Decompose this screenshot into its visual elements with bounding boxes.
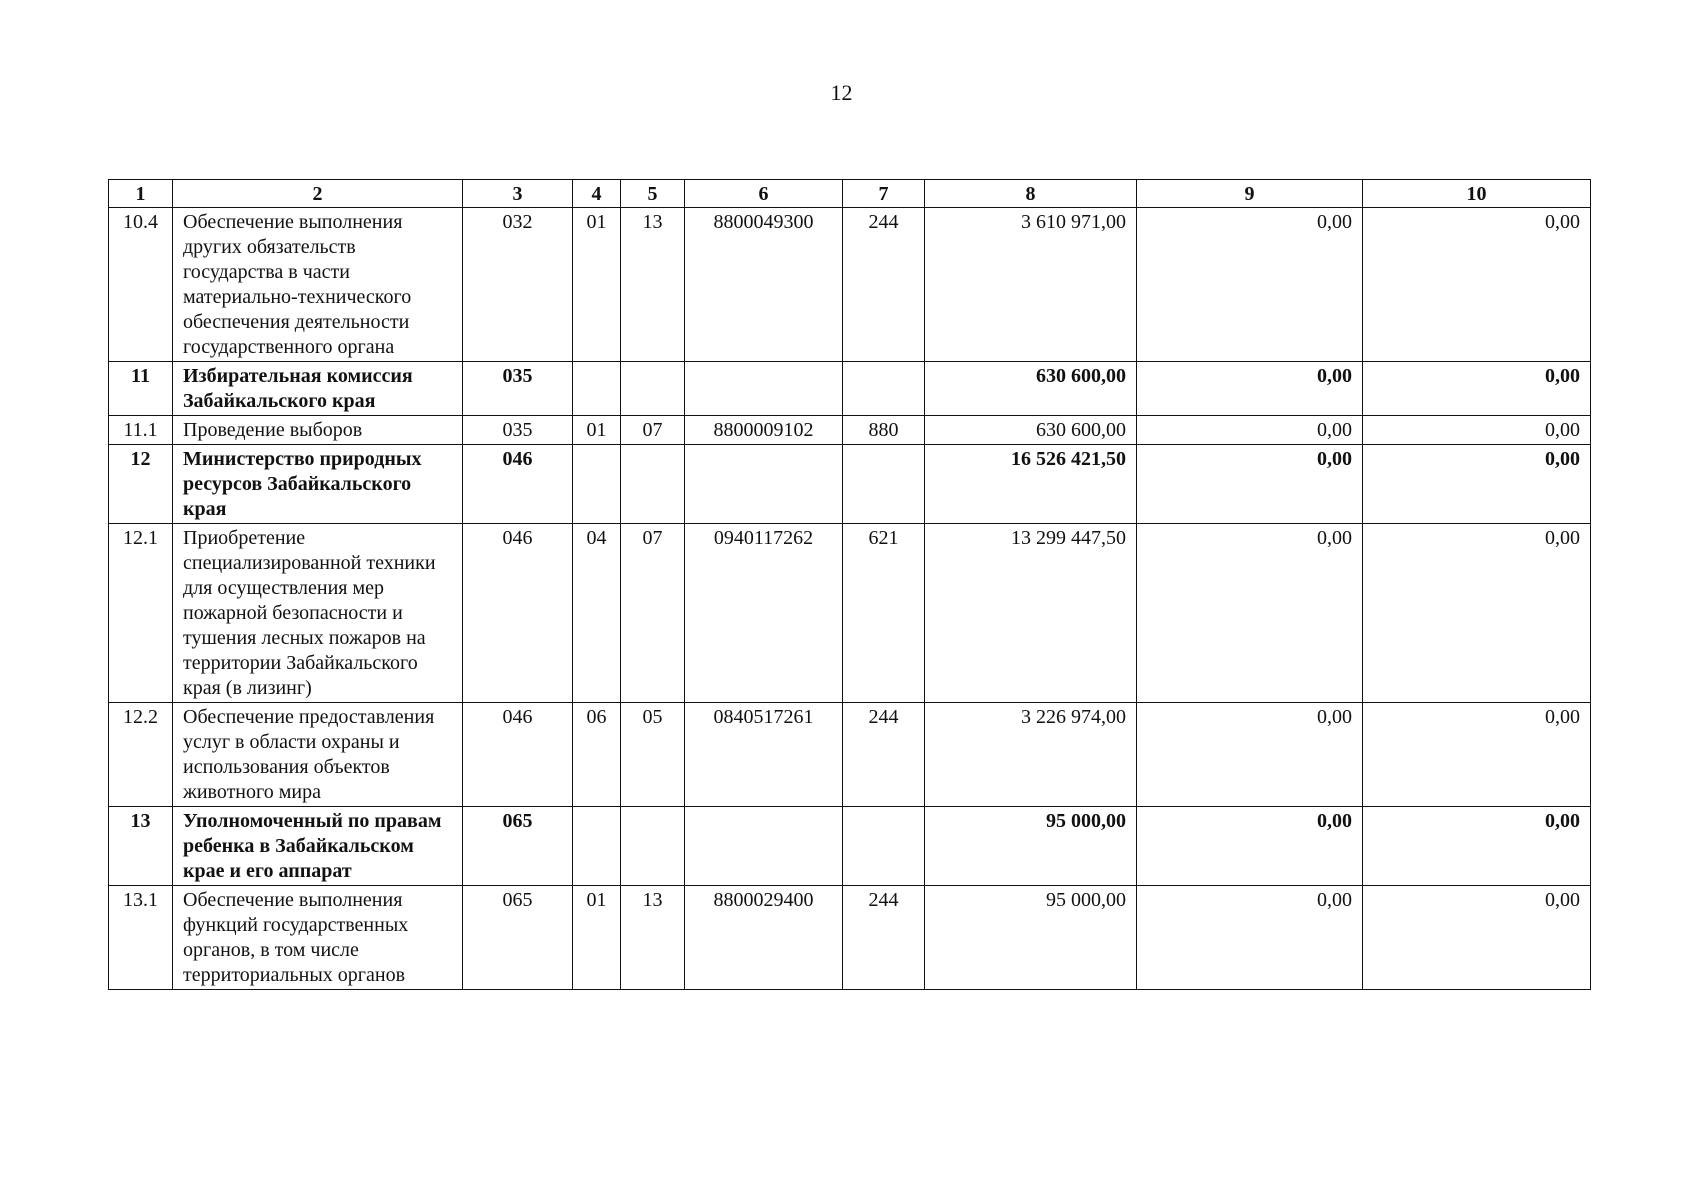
target-code-cell: 0940117262 (685, 524, 843, 703)
amount-cell: 630 600,00 (925, 416, 1137, 445)
amount-cell: 0,00 (1363, 416, 1591, 445)
amount-cell: 630 600,00 (925, 362, 1137, 416)
header-cell: 7 (843, 180, 925, 208)
row-number-cell: 12 (109, 445, 173, 524)
amount-cell: 0,00 (1363, 445, 1591, 524)
amount-cell: 0,00 (1363, 524, 1591, 703)
ministry-code-cell: 035 (463, 416, 573, 445)
table-row (109, 362, 1591, 416)
target-code-cell: 8800049300 (685, 208, 843, 362)
header-cell: 10 (1363, 180, 1591, 208)
row-name-cell: Приобретение специализированной техники для осуществления мер пожарной безопасности и тушения лесных пожаров на территории Забайкальского края (в лизинг) (173, 524, 463, 703)
section-code-cell (573, 362, 621, 416)
amount-cell: 0,00 (1137, 208, 1363, 362)
amount-cell: 0,00 (1363, 208, 1591, 362)
expense-type-cell: 880 (843, 416, 925, 445)
expense-type-cell: 244 (843, 703, 925, 807)
subsection-code-cell (621, 445, 685, 524)
header-cell: 8 (925, 180, 1137, 208)
row-number-cell: 12.1 (109, 524, 173, 703)
subsection-code-cell: 05 (621, 703, 685, 807)
header-cell: 4 (573, 180, 621, 208)
amount-cell: 0,00 (1363, 362, 1591, 416)
budget-table (108, 179, 1591, 990)
subsection-code-cell: 13 (621, 208, 685, 362)
amount-cell: 0,00 (1137, 416, 1363, 445)
target-code-cell (685, 445, 843, 524)
row-name-cell: Обеспечение предоставления услуг в области охраны и использования объектов животного мира (173, 703, 463, 807)
subsection-code-cell: 07 (621, 524, 685, 703)
ministry-code-cell: 032 (463, 208, 573, 362)
section-code-cell: 01 (573, 208, 621, 362)
ministry-code-cell: 046 (463, 703, 573, 807)
amount-cell: 0,00 (1137, 362, 1363, 416)
row-number-cell: 10.4 (109, 208, 173, 362)
table-row (109, 524, 1591, 703)
target-code-cell: 8800009102 (685, 416, 843, 445)
header-cell: 9 (1137, 180, 1363, 208)
expense-type-cell (843, 445, 925, 524)
row-name-cell: Обеспечение выполнения функций государственных органов, в том числе территориальных органов (173, 886, 463, 990)
table-row (109, 886, 1591, 990)
amount-cell: 0,00 (1137, 703, 1363, 807)
expense-type-cell (843, 362, 925, 416)
amount-cell: 3 610 971,00 (925, 208, 1137, 362)
target-code-cell: 8800029400 (685, 886, 843, 990)
ministry-code-cell: 065 (463, 886, 573, 990)
header-row (109, 180, 1591, 208)
amount-cell: 0,00 (1363, 886, 1591, 990)
section-code-cell (573, 445, 621, 524)
ministry-code-cell: 046 (463, 524, 573, 703)
amount-cell: 0,00 (1363, 703, 1591, 807)
amount-cell: 95 000,00 (925, 807, 1137, 886)
table-row (109, 445, 1591, 524)
amount-cell: 0,00 (1363, 807, 1591, 886)
amount-cell: 95 000,00 (925, 886, 1137, 990)
row-number-cell: 12.2 (109, 703, 173, 807)
header-cell: 3 (463, 180, 573, 208)
table-row (109, 208, 1591, 362)
amount-cell: 0,00 (1137, 886, 1363, 990)
target-code-cell (685, 807, 843, 886)
ministry-code-cell: 065 (463, 807, 573, 886)
target-code-cell (685, 362, 843, 416)
row-number-cell: 13 (109, 807, 173, 886)
row-name-cell: Проведение выборов (173, 416, 463, 445)
section-code-cell (573, 807, 621, 886)
table-row (109, 807, 1591, 886)
page-number: 12 (830, 80, 853, 105)
amount-cell: 0,00 (1137, 524, 1363, 703)
row-name-cell: Обеспечение выполнения других обязательств государства в части материально-технического обеспечения деятельности государственного органа (173, 208, 463, 362)
table-row (109, 703, 1591, 807)
row-number-cell: 11.1 (109, 416, 173, 445)
subsection-code-cell (621, 362, 685, 416)
header-cell: 2 (173, 180, 463, 208)
row-name-cell: Министерство природных ресурсов Забайкальского края (173, 445, 463, 524)
target-code-cell: 0840517261 (685, 703, 843, 807)
subsection-code-cell (621, 807, 685, 886)
ministry-code-cell: 035 (463, 362, 573, 416)
row-number-cell: 13.1 (109, 886, 173, 990)
subsection-code-cell: 13 (621, 886, 685, 990)
amount-cell: 3 226 974,00 (925, 703, 1137, 807)
subsection-code-cell: 07 (621, 416, 685, 445)
section-code-cell: 04 (573, 524, 621, 703)
row-name-cell: Уполномоченный по правам ребенка в Забайкальском крае и его аппарат (173, 807, 463, 886)
row-number-cell: 11 (109, 362, 173, 416)
amount-cell: 13 299 447,50 (925, 524, 1137, 703)
amount-cell: 0,00 (1137, 807, 1363, 886)
amount-cell: 16 526 421,50 (925, 445, 1137, 524)
row-name-cell: Избирательная комиссия Забайкальского края (173, 362, 463, 416)
expense-type-cell: 244 (843, 208, 925, 362)
header-cell: 5 (621, 180, 685, 208)
amount-cell: 0,00 (1137, 445, 1363, 524)
expense-type-cell: 621 (843, 524, 925, 703)
expense-type-cell: 244 (843, 886, 925, 990)
section-code-cell: 06 (573, 703, 621, 807)
header-cell: 1 (109, 180, 173, 208)
table-body (109, 208, 1591, 990)
table-row (109, 416, 1591, 445)
expense-type-cell (843, 807, 925, 886)
section-code-cell: 01 (573, 416, 621, 445)
ministry-code-cell: 046 (463, 445, 573, 524)
section-code-cell: 01 (573, 886, 621, 990)
header-cell: 6 (685, 180, 843, 208)
